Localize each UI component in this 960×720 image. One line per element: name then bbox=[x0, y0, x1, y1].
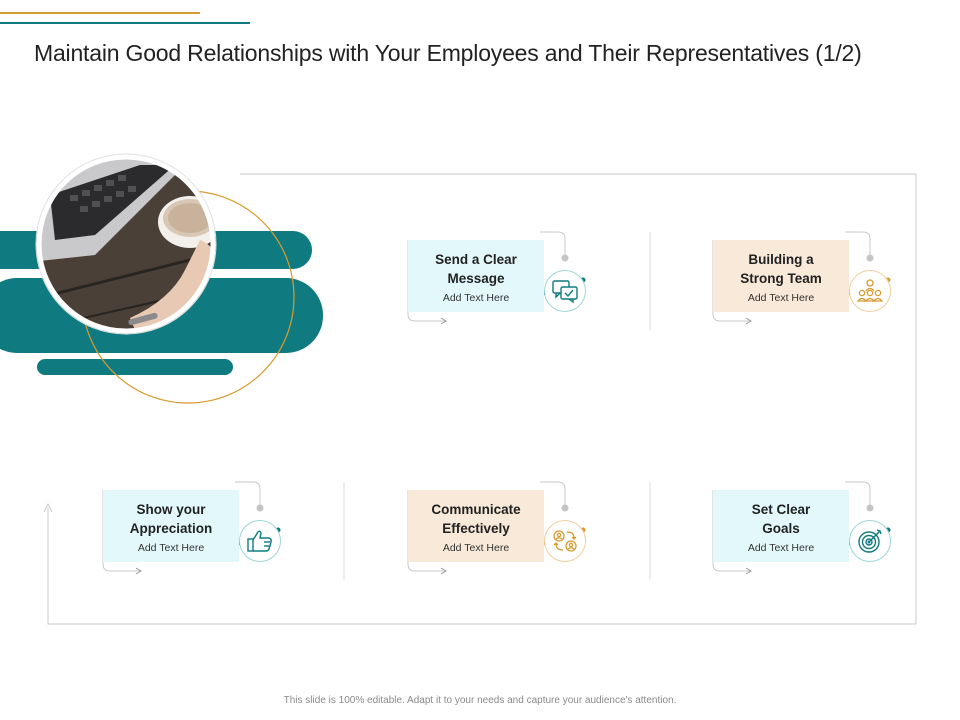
card-send-clear-message bbox=[408, 240, 544, 312]
slide-footer: This slide is 100% editable. Adapt it to your needs and capture your audience's attention. bbox=[283, 695, 677, 706]
card-subtext: Add Text Here bbox=[747, 542, 815, 554]
card-title-line2: Strong Team bbox=[740, 271, 822, 286]
card-subtext: Add Text Here bbox=[137, 542, 205, 554]
teal-bar-bottom bbox=[37, 359, 233, 375]
target-icon bbox=[849, 520, 891, 562]
card-title-line2: Effectively bbox=[442, 521, 510, 536]
card-title-line1: Communicate bbox=[431, 502, 521, 517]
card-subtext: Add Text Here bbox=[747, 292, 815, 304]
card-set-clear-goals bbox=[713, 490, 849, 562]
card-title-line1: Show your bbox=[136, 502, 206, 517]
card-subtext: Add Text Here bbox=[442, 542, 510, 554]
card-show-appreciation bbox=[103, 490, 239, 562]
communication-icon bbox=[544, 520, 586, 562]
card-title-line2: Goals bbox=[762, 521, 800, 536]
card-title-line1: Set Clear bbox=[751, 502, 811, 517]
card-building-strong-team bbox=[713, 240, 849, 312]
card-subtext: Add Text Here bbox=[442, 292, 510, 304]
card-title-line1: Send a Clear bbox=[435, 252, 517, 267]
slide-title: Maintain Good Relationships with Your Employees and Their Representatives (1/2) bbox=[34, 40, 862, 66]
chat-check-icon bbox=[544, 270, 586, 312]
thumbs-up-icon bbox=[239, 520, 281, 562]
card-title-line2: Appreciation bbox=[129, 521, 213, 536]
card-communicate-effectively bbox=[408, 490, 544, 562]
card-title-line1: Building a bbox=[748, 252, 814, 267]
team-icon bbox=[849, 270, 891, 312]
card-title-line2: Message bbox=[447, 271, 505, 286]
